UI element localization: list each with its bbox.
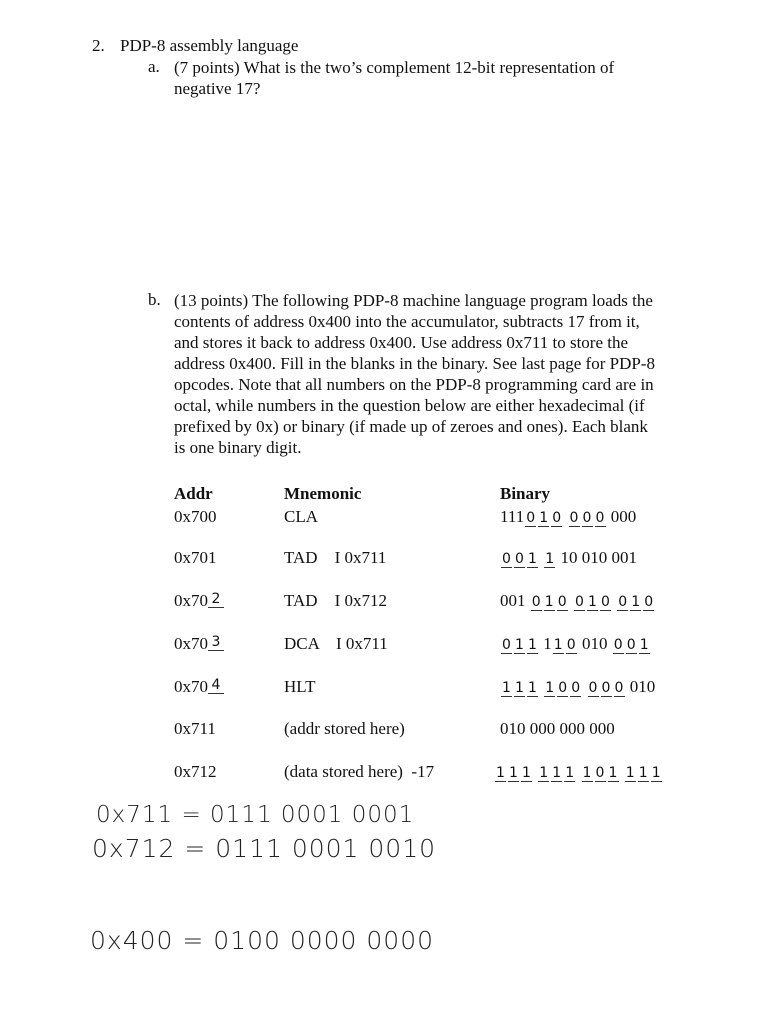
binary-blank-digit: 0 — [595, 765, 605, 781]
question-title: PDP-8 assembly language — [120, 36, 299, 55]
addr-cell — [174, 591, 224, 611]
addr-fill-blank: 2 — [208, 592, 224, 608]
binary-blank-digit: 1 — [639, 637, 649, 653]
part-b-line-4: address 0x400. Fill in the blanks in the binary. See last page for PDP-8 — [174, 354, 655, 373]
binary-blank-digit: 0 — [531, 594, 541, 610]
binary-blank-digit: 1 — [528, 680, 537, 696]
binary-blank-digit: 1 — [502, 680, 511, 696]
addr-prefix: 0x711 — [174, 719, 216, 738]
part-b-label: b. — [148, 290, 161, 309]
binary-text: 111 — [500, 507, 525, 526]
binary-blank-digit: 0 — [575, 594, 584, 610]
part-a-label: a. — [148, 57, 160, 76]
binary-blank-digit: 1 — [545, 551, 555, 567]
binary-blank-digit: 0 — [515, 551, 524, 567]
binary-blank-digit: 1 — [608, 765, 618, 781]
part-a-line-2: negative 17? — [174, 79, 261, 98]
binary-blank-digit: 0 — [614, 680, 624, 696]
mnemonic-cell: HLT — [284, 677, 316, 696]
binary-blank-digit: 1 — [515, 637, 524, 653]
addr-cell — [174, 507, 217, 527]
binary-text: 010 — [625, 677, 656, 696]
binary-blank-digit: 1 — [544, 594, 554, 610]
binary-blank-digit: 1 — [509, 765, 518, 781]
binary-blank-digit: 1 — [539, 765, 549, 781]
binary-text: 010 000 000 000 — [500, 719, 615, 738]
binary-text: 010 — [577, 634, 612, 653]
binary-blank-digit: 1 — [528, 637, 537, 653]
binary-text: 001 — [500, 591, 530, 610]
addr-prefix: 0x712 — [174, 762, 217, 781]
binary-blank-digit: 0 — [626, 637, 636, 653]
binary-text — [563, 507, 567, 526]
binary-text — [539, 548, 543, 567]
binary-cell — [500, 677, 655, 697]
handwritten-note-0x712: 0x712 = 0111 0001 0010 — [92, 834, 437, 863]
part-b-line-2: contents of address 0x400 into the accumulator, subtracts 17 from it, — [174, 312, 640, 331]
binary-blank-digit: 1 — [553, 637, 563, 653]
part-b-line-6: octal, while numbers in the question below are either hexadecimal (if — [174, 396, 645, 415]
handwritten-note-0x400: 0x400 = 0100 0000 0000 — [90, 926, 435, 955]
addr-cell — [174, 719, 216, 739]
binary-blank-digit: 1 — [582, 765, 592, 781]
binary-text: 000 — [606, 507, 637, 526]
binary-blank-digit: 1 — [515, 680, 524, 696]
addr-fill-blank: 4 — [208, 678, 224, 694]
binary-blank-digit: 0 — [557, 594, 567, 610]
part-b-line-5: opcodes. Note that all numbers on the PDP-8 programming card are in — [174, 375, 654, 394]
binary-blank-digit: 0 — [502, 551, 511, 567]
binary-blank-digit: 1 — [539, 510, 549, 526]
addr-cell — [174, 677, 224, 697]
handwritten-note-0x711: 0x711 = 0111 0001 0001 — [96, 802, 415, 828]
mnemonic-cell: CLA — [284, 507, 318, 526]
binary-blank-digit: 0 — [571, 680, 581, 696]
addr-prefix: 0x70 — [174, 591, 208, 610]
binary-blank-digit: 1 — [651, 765, 661, 781]
addr-fill-blank: 3 — [208, 635, 224, 651]
part-a-text — [174, 57, 614, 99]
binary-text: 10 010 001 — [556, 548, 637, 567]
binary-text — [533, 762, 537, 781]
part-b-line-1: (13 points) The following PDP-8 machine language program loads the — [174, 291, 653, 310]
addr-cell — [174, 634, 224, 654]
binary-cell — [500, 719, 615, 739]
binary-blank-digit: 1 — [552, 765, 562, 781]
binary-text — [582, 677, 586, 696]
binary-blank-digit: 0 — [601, 680, 611, 696]
binary-blank-digit: 1 — [638, 765, 648, 781]
binary-blank-digit: 0 — [558, 680, 568, 696]
question-number: 2. — [92, 36, 105, 55]
binary-text: 1 — [539, 634, 552, 653]
binary-blank-digit: 1 — [496, 765, 505, 781]
part-b-line-8: is one binary digit. — [174, 438, 302, 457]
mnemonic-cell: TAD I 0x712 — [284, 591, 387, 610]
binary-cell — [494, 762, 663, 782]
addr-prefix: 0x70 — [174, 634, 208, 653]
binary-blank-digit: 0 — [569, 510, 579, 526]
binary-blank-digit: 0 — [502, 637, 511, 653]
mnemonic-cell: (data stored here) -17 — [284, 762, 435, 781]
binary-blank-digit: 1 — [522, 765, 531, 781]
mnemonic-cell: (addr stored here) — [284, 719, 405, 738]
binary-text — [569, 591, 573, 610]
binary-blank-digit: 0 — [601, 594, 610, 610]
binary-blank-digit: 0 — [618, 594, 628, 610]
binary-blank-digit: 0 — [595, 510, 605, 526]
binary-cell — [500, 507, 636, 527]
binary-cell — [500, 591, 655, 611]
addr-prefix: 0x701 — [174, 548, 217, 567]
binary-blank-digit: 0 — [613, 637, 623, 653]
part-b-line-7: prefixed by 0x) or binary (if made up of zeroes and ones). Each blank — [174, 417, 648, 436]
part-a-line-1: (7 points) What is the two’s complement 12-bit representation of — [174, 58, 615, 77]
binary-blank-digit: 0 — [588, 680, 598, 696]
addr-cell — [174, 548, 217, 568]
binary-blank-digit: 1 — [631, 594, 641, 610]
binary-text — [612, 591, 616, 610]
binary-text — [539, 677, 543, 696]
part-b-text — [174, 290, 655, 458]
binary-blank-digit: 1 — [625, 765, 635, 781]
binary-blank-digit: 1 — [545, 680, 555, 696]
part-b-line-3: and stores it back to address 0x400. Use address 0x711 to store the — [174, 333, 629, 352]
header-binary: Binary — [500, 484, 551, 503]
binary-blank-digit: 0 — [526, 510, 536, 526]
addr-cell — [174, 762, 217, 782]
binary-blank-digit: 1 — [588, 594, 597, 610]
header-addr: Addr — [174, 484, 213, 503]
header-mnemonic: Mnemonic — [284, 484, 362, 503]
binary-text — [620, 762, 624, 781]
addr-prefix: 0x70 — [174, 677, 208, 696]
binary-blank-digit: 1 — [528, 551, 537, 567]
binary-blank-digit: 1 — [565, 765, 575, 781]
binary-text — [576, 762, 580, 781]
binary-cell — [500, 634, 651, 654]
binary-blank-digit: 0 — [552, 510, 562, 526]
mnemonic-cell: DCA I 0x711 — [284, 634, 388, 653]
binary-blank-digit: 0 — [582, 510, 592, 526]
binary-cell — [500, 548, 637, 568]
binary-blank-digit: 0 — [644, 594, 654, 610]
addr-prefix: 0x700 — [174, 507, 217, 526]
mnemonic-cell: TAD I 0x711 — [284, 548, 387, 567]
binary-blank-digit: 0 — [566, 637, 576, 653]
